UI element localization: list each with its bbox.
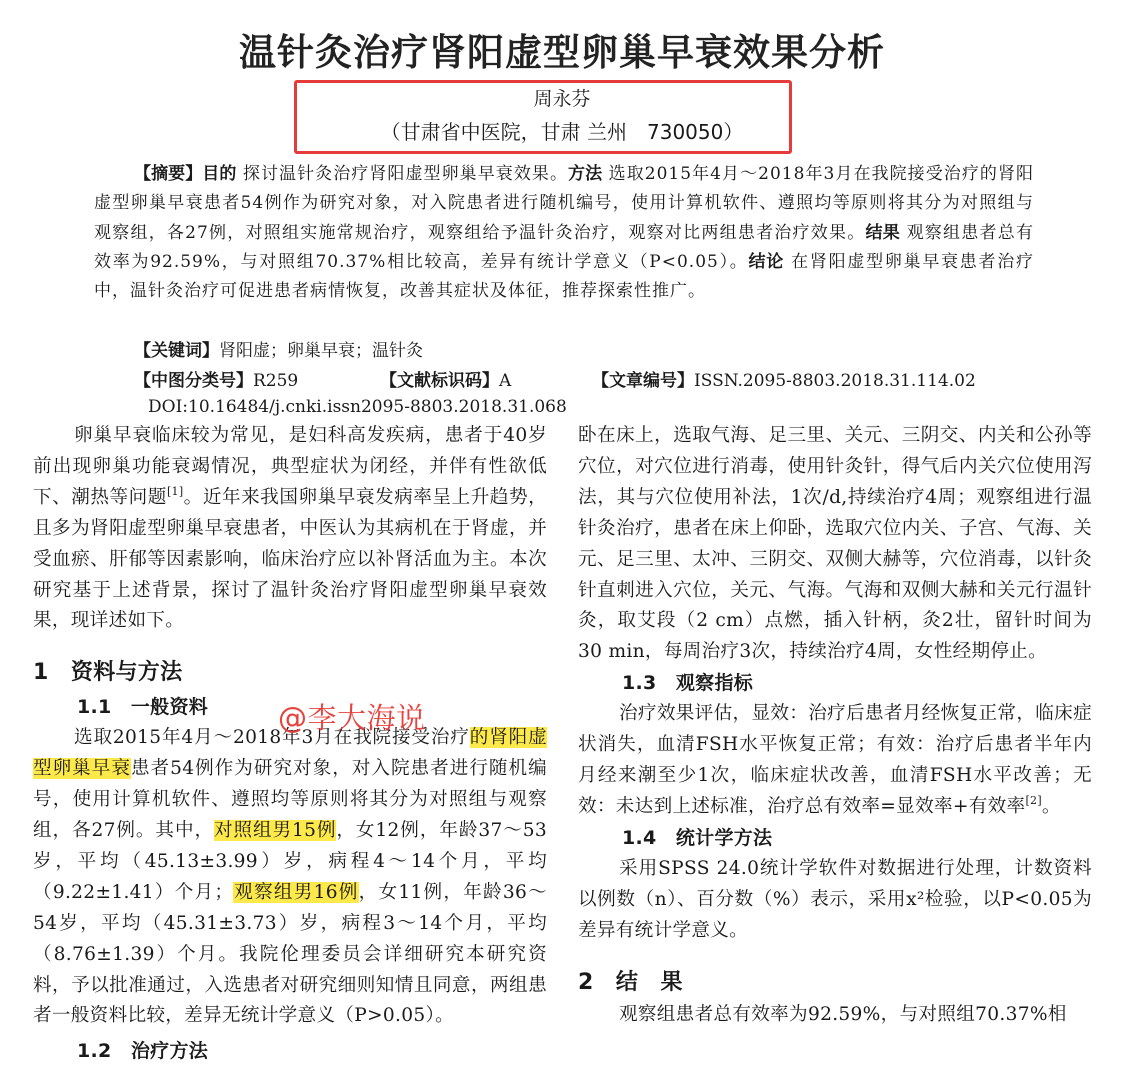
highlight-kidney-yang: 的肾阳虚型卵巢早衰 bbox=[33, 727, 547, 780]
abstract-label: 【摘要】 bbox=[134, 164, 203, 184]
paper-title: 温针灸治疗肾阳虚型卵巢早衰效果分析 bbox=[239, 31, 885, 74]
author-affiliation: （甘肃省中医院，甘肃 兰州 730050） bbox=[380, 120, 744, 144]
conclusion-label: 结论 bbox=[748, 251, 785, 272]
abstract-methods: 选取2015年4月～2018年3月在我院接受治疗的肾阳虚型卵巢早衰患者54例作为研究对象，对入院患者进行随机编号，使用计算机软件、遵照均等原则将其分为对照组与观察组，各27例，对照组实施常规治疗，观察组给予温针灸治疗，观察对比两组患者治疗效果。 bbox=[94, 164, 1035, 243]
doi: DOI:10.16484/j.cnki.issn2095-8803.2018.31.068 bbox=[148, 397, 567, 417]
clc-line bbox=[134, 366, 298, 391]
highlight-observation-group: 观察组男16例 bbox=[233, 881, 359, 903]
results-label: 结果 bbox=[865, 222, 900, 243]
p1-text-a: 选取2015年4月～2018年3月在我院接受治疗 bbox=[74, 727, 470, 749]
abstract-conclusion: 在肾阳虚型卵巢早衰患者治疗中，温针灸治疗可促进患者病情恢复，改善其症状及体征，推荐探索性推广。 bbox=[94, 251, 1035, 302]
general-data-paragraph bbox=[33, 723, 547, 1032]
section-1-4-heading: 1.4 统计学方法 bbox=[622, 826, 773, 849]
doc-code-value: A bbox=[499, 371, 512, 391]
statistics-paragraph: 采用SPSS 24.0统计学软件对数据进行处理，计数资料以例数（n）、百分数（%）表示，采用x²检验，以P<0.05为差异有统计学意义。 bbox=[578, 857, 1092, 941]
clc-label: 【中图分类号】 bbox=[134, 371, 253, 391]
article-no-label: 【文章编号】 bbox=[592, 371, 694, 391]
abstract-results: 观察组患者总有效率为92.59%，与对照组70.37%相比较高，差异有统计学意义（P<0.05）。 bbox=[94, 222, 1034, 272]
article-no-value: ISSN.2095-8803.2018.31.114.02 bbox=[694, 371, 976, 391]
ref-1[interactable]: [1] bbox=[166, 484, 184, 498]
obs-end: 。 bbox=[1041, 795, 1061, 817]
p1-text-d: ，女11例，年龄36～54岁，平均（45.31±3.73）岁，病程3～14个月，平均（8.76±1.39）个月。我院伦理委员会详细研究本研究资料，予以批准通过，入选患者对研究细则知情且同意，两组患者一般资料比较，差异无统计学意义（P>0.05）。 bbox=[33, 881, 547, 1027]
keywords-value: 肾阳虚；卵巢早衰；温针灸 bbox=[219, 341, 423, 361]
left-column bbox=[33, 421, 547, 1067]
objective-label: 目的 bbox=[202, 164, 237, 184]
keywords-label: 【关键词】 bbox=[134, 341, 219, 361]
ref-2[interactable]: [2] bbox=[1025, 793, 1042, 807]
section-1-1-heading: 1.1 一般资料 bbox=[77, 696, 209, 719]
author-name: 周永芬 bbox=[533, 88, 591, 110]
article-no-line bbox=[592, 366, 976, 391]
doc-code-label: 【文献标识码】 bbox=[380, 371, 499, 391]
section-1-2-heading: 1.2 治疗方法 bbox=[77, 1040, 209, 1063]
right-column bbox=[578, 421, 1092, 1031]
section-2-heading: 2 结 果 bbox=[578, 970, 683, 996]
methods-label: 方法 bbox=[568, 164, 603, 184]
results-paragraph: 观察组患者总有效率为92.59%，与对照组70.37%相 bbox=[619, 1004, 1067, 1026]
intro-text: 卵巢早衰临床较为常见，是妇科高发疾病，患者于40岁前出现卵巢功能衰竭情况，典型症状为闭经，并伴有性欲低下、潮热等问题 bbox=[33, 425, 547, 508]
intro-text-2: 。近年来我国卵巢早衰发病率呈上升趋势，且多为肾阳虚型卵巢早衰患者，中医认为其病机在于肾虚，并受血瘀、肝郁等因素影响，临床治疗应以补肾活血为主。本次研究基于上述背景，探讨了温针灸治疗肾阳虚型卵巢早衰效果，现详述如下。 bbox=[33, 486, 547, 632]
keywords-line bbox=[134, 336, 423, 361]
watermark-text: @李大海说 bbox=[278, 701, 426, 735]
intro-paragraph bbox=[33, 421, 547, 637]
abstract-block bbox=[94, 160, 1034, 306]
obs-text: 治疗效果评估，显效：治疗后患者月经恢复正常，临床症状消失，血清FSH水平恢复正常；有效：治疗后患者半年内月经来潮至少1次，临床症状改善，血清FSH水平改善；无效：未达到上述标准，治疗总有效率=显效率+有效率 bbox=[578, 703, 1092, 817]
clc-value: R259 bbox=[253, 371, 299, 391]
highlight-control-group: 对照组男15例 bbox=[213, 819, 337, 841]
doc-code-line bbox=[380, 366, 511, 391]
p1-text-b: 患者54例作为研究对象，对入院患者进行随机编号，使用计算机软件、遵照均等原则将其分为对照组与观察组，各27例。其中， bbox=[33, 758, 547, 841]
treatment-paragraph: 卧在床上，选取气海、足三里、关元、三阴交、内关和公孙等穴位，对穴位进行消毒，使用针灸针，得气后内关穴位使用泻法，其与穴位使用补法，1次/d,持续治疗4周；观察组进行温针灸治疗，患者在床上仰卧，选取穴位内关、子宫、气海、关元、足三里、太冲、三阴交、双侧大赫等，穴位消毒，以针灸针直刺进入穴位，关元、气海。气海和双侧大赫和关元行温针灸，取艾段（2 cm）点燃，插入针柄，灸2壮，留针时间为30 min，每周治疗3次，持续治疗4周，女性经期停止。 bbox=[578, 425, 1092, 663]
abstract-objective: 探讨温针灸治疗肾阳虚型卵巢早衰效果。 bbox=[242, 164, 569, 184]
p1-text-c: ，女12例，年龄37～53岁，平均（45.13±3.99）岁，病程4～14个月，平均（9.22±1.41）个月； bbox=[33, 819, 547, 903]
observation-paragraph bbox=[578, 699, 1092, 823]
section-1-heading: 1 资料与方法 bbox=[33, 660, 183, 686]
section-1-3-heading: 1.3 观察指标 bbox=[622, 672, 754, 695]
